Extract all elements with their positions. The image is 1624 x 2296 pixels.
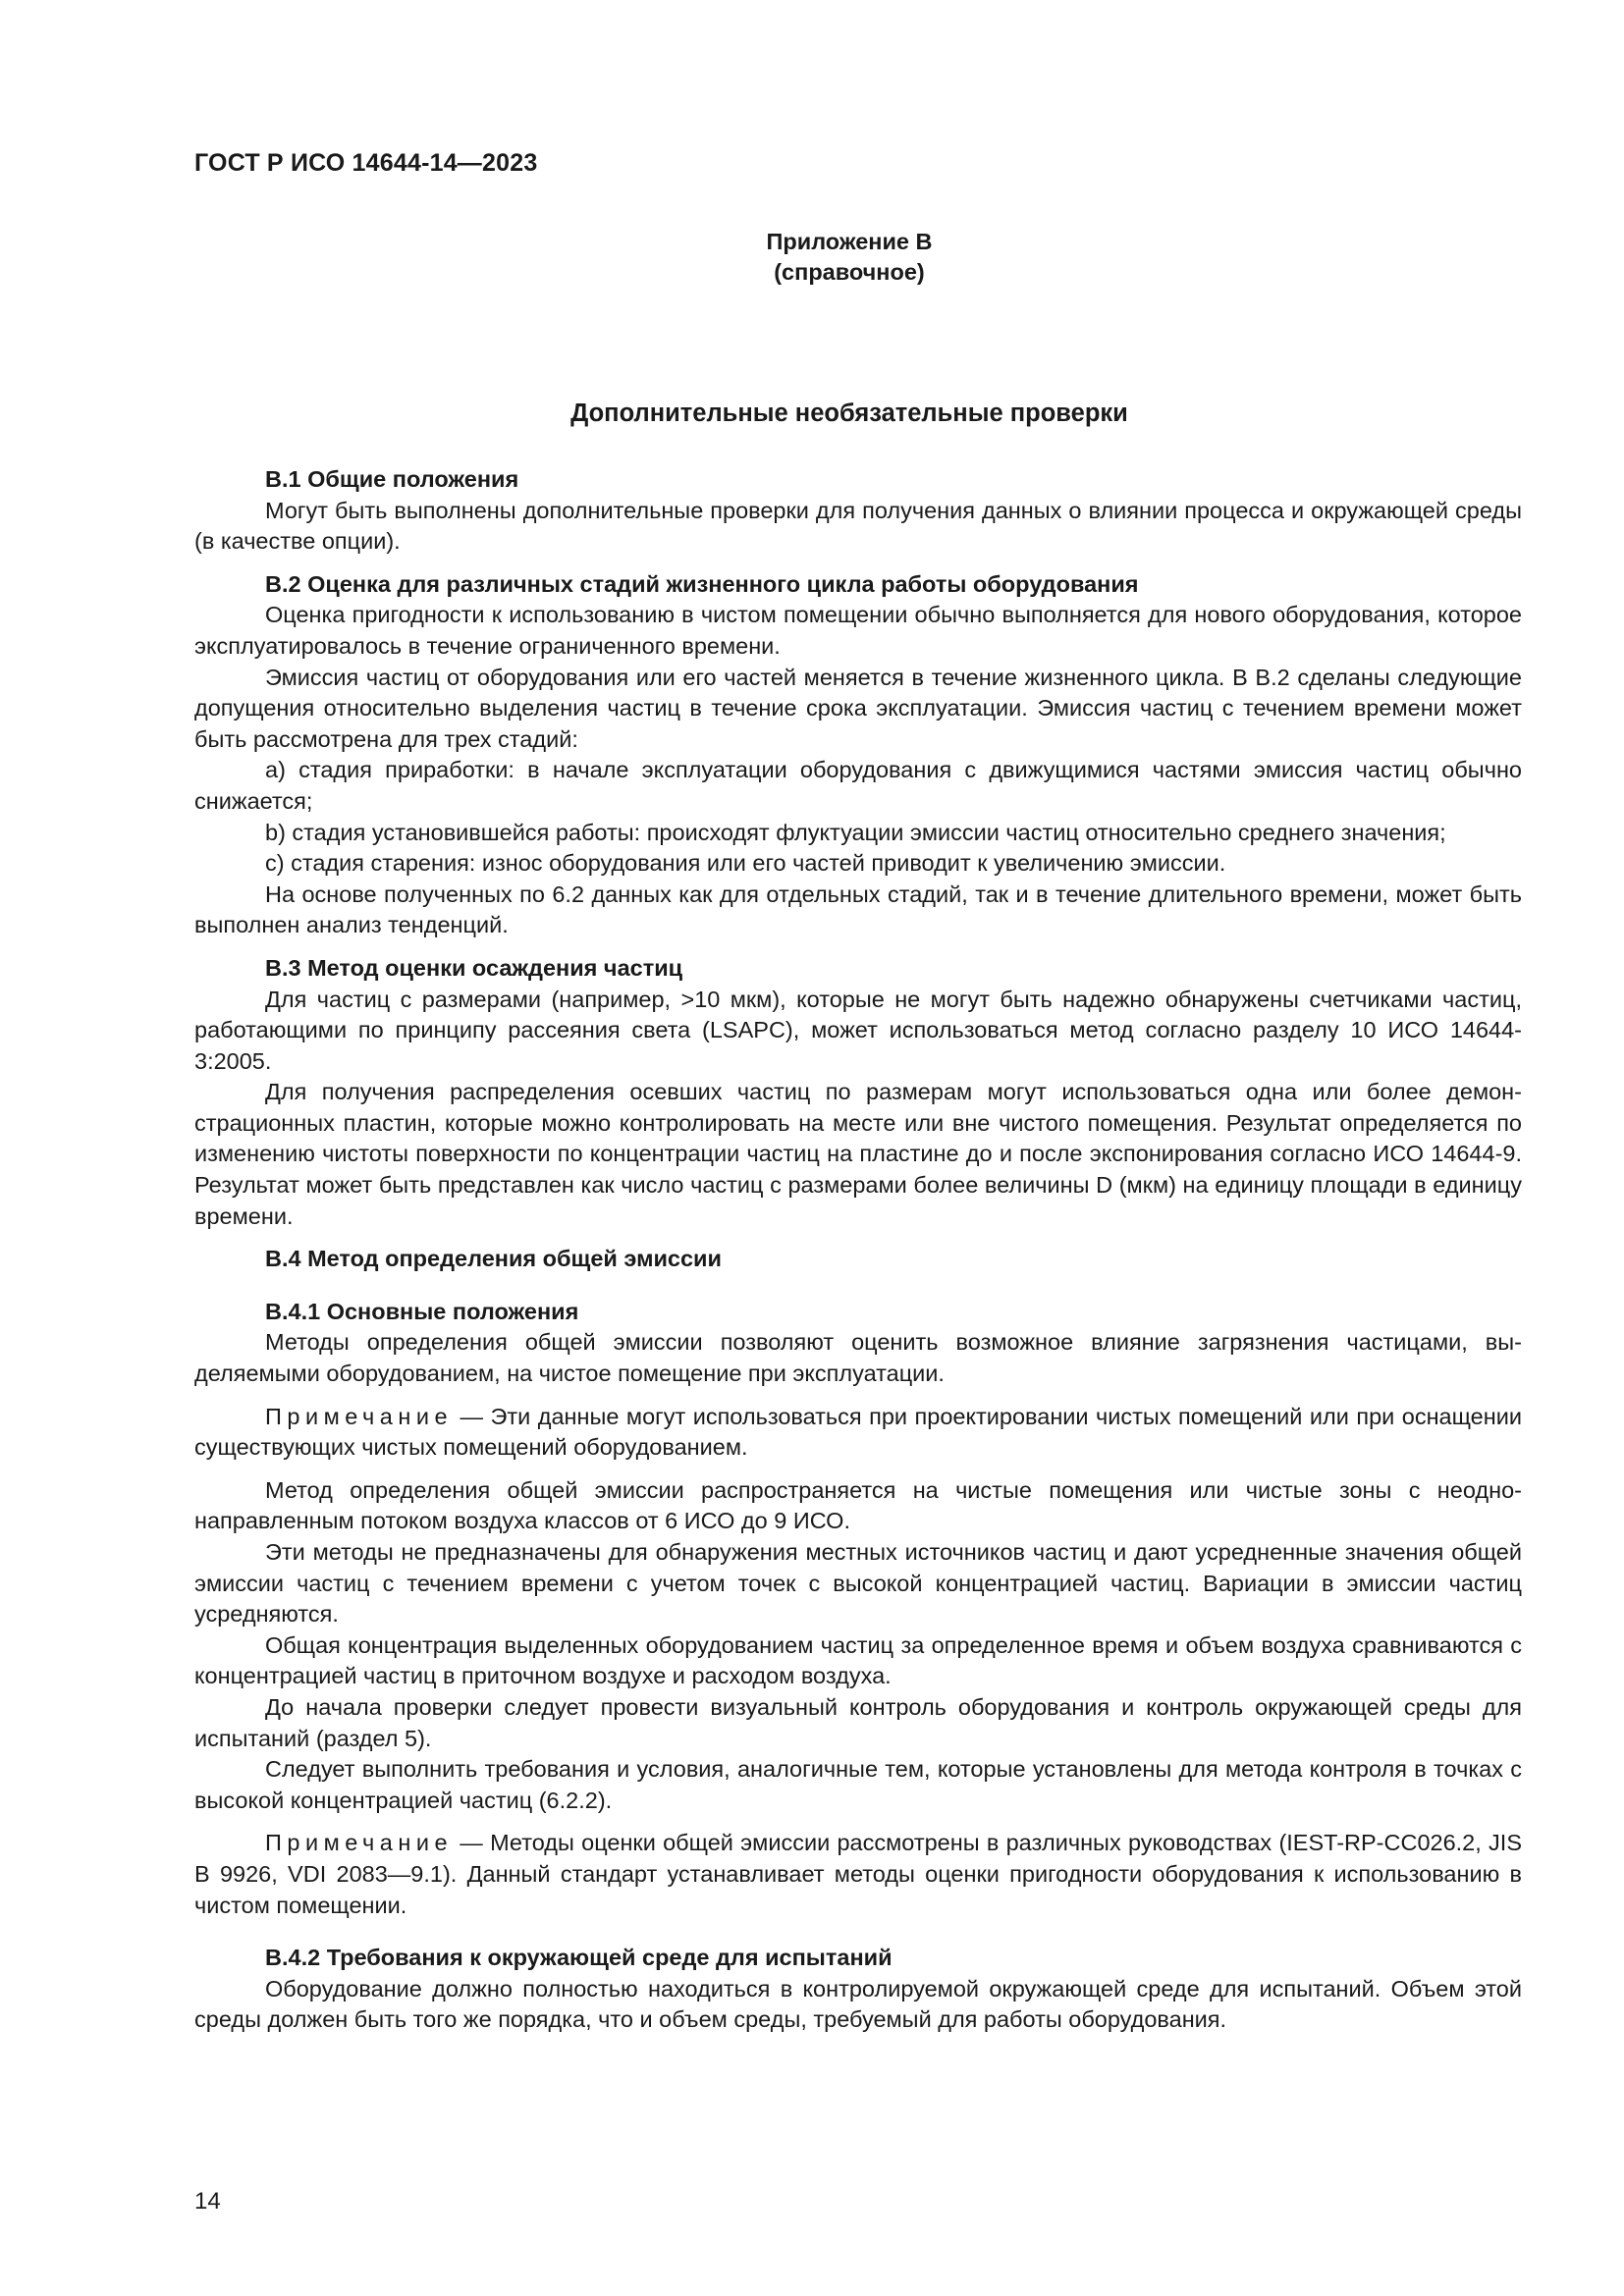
section-b2-paragraph: Эмиссия частиц от оборудования или его частей меняется в течение жизненного цикла. В В.2 сделаны следующие допущения относительно выделения частиц в течение срока эксплуатации. Эмиссия частиц с течением времени может быть рассмотрена для трех стадий: [194, 664, 1522, 752]
subsection-b41-paragraph: Общая концентрация выделенных оборудованием частиц за определенное время и объем воздуха сравниваются с концентрацией частиц в приточном воздухе и расходом воздуха. [194, 1631, 1522, 1689]
subsection-b42-heading: В.4.2 Требования к окружающей среде для испытаний [265, 1945, 893, 1971]
section-b3-paragraph: Для получения распределения осевших частиц по размерам могут использоваться одна или более демонстрационных пластин, которые можно контролировать на месте или вне чистого помещения. Результат определяется по изменению чистоты поверхности по концентрации частиц на пластине до и после экспонирования согласно ИСО 14644-9. Результат может быть представлен как число частиц с размерами более величины D (мкм) на единицу площади в единицу времени. [194, 1079, 1522, 1229]
section-b2-paragraph: Оценка пригодности к использованию в чистом помещении обычно выполняется для нового оборудования, которое эксплуатировалось в течение ограниченного времени. [194, 602, 1522, 659]
list-item-a: a) стадия приработки: в начале эксплуатации оборудования с движущимися частями эмиссия частиц обычно снижается; [194, 757, 1522, 814]
subsection-b42-paragraph: Оборудование должно полностью находиться в контролируемой окружающей среде для испытаний. Объем этой среды должен быть того же порядка, что и объем среды, требуемый для работы оборудования. [194, 1975, 1522, 2033]
note-text: — Эти данные могут использоваться при проектировании чистых помещений или при оснащении существующих чистых помещений оборудованием. [194, 1403, 1522, 1461]
list-item-c: c) стадия старения: износ оборудования или его частей приводит к увеличению эмиссии. [265, 850, 1226, 877]
subsection-b41-paragraph: Эти методы не предназначены для обнаружения местных источников частиц и дают усредненные значения общей эмиссии частиц с течением времени с учетом точек с высокой концентрацией частиц. Вариации в эмиссии частиц усредняются. [194, 1539, 1522, 1628]
note-paragraph [194, 1828, 1522, 1921]
page-number: 14 [194, 2188, 221, 2215]
note-text: — Методы оценки общей эмиссии рассмотрены в различных руководствах (IEST-RP-CC026.2, JIS B 9926, VDI 2083—9.1). Данный стандарт устанавливает методы оценки пригодности оборудования к использованию в чистом помещении. [194, 1830, 1522, 1918]
section-b1-paragraph: Могут быть выполнены дополнительные проверки для получения данных о влиянии процесса и окружающей среды (в качестве опции). [194, 497, 1522, 555]
subsection-b41-heading: В.4.1 Основные положения [265, 1298, 579, 1324]
section-b2-heading: В.2 Оценка для различных стадий жизненного цикла работы оборудования [265, 570, 1139, 597]
document-body [194, 464, 1522, 2036]
section-b3-paragraph: Для частиц с размерами (например, >10 мкм), которые не могут быть надежно обнаружены счетчиками частиц, работающими по принципу рассеяния света (LSAPC), может использоваться метод согласно разделу 10 ИСО 14644-3:2005. [194, 986, 1522, 1074]
appendix-type: (справочное) [774, 259, 925, 285]
section-b2-paragraph: На основе полученных по 6.2 данных как для отдельных стадий, так и в течение длительного времени, может быть выполнен анализ тенденций. [194, 881, 1522, 938]
document-code-header: ГОСТ Р ИСО 14644-14—2023 [194, 149, 538, 177]
section-b3-heading: В.3 Метод оценки осаждения частиц [265, 954, 683, 981]
appendix-title: Дополнительные необязательные проверки [570, 400, 1128, 427]
appendix-label: Приложение В [766, 229, 933, 254]
section-b1-heading: В.1 Общие положения [265, 466, 519, 492]
subsection-b41-paragraph: До начала проверки следует провести визуальный контроль оборудования и контроль окружающей среды для испытаний (раздел 5). [194, 1693, 1522, 1751]
note-label: Примечание [265, 1830, 454, 1856]
note-paragraph [194, 1402, 1522, 1464]
subsection-b41-paragraph: Метод определения общей эмиссии распространяется на чистые помещения или чистые зоны с неоднонаправленным потоком воздуха классов от 6 ИСО до 9 ИСО. [194, 1476, 1522, 1534]
subsection-b41-paragraph: Следует выполнить требования и условия, аналогичные тем, которые установлены для метода контроля в точках с высокой концентрацией частиц (6.2.2). [194, 1756, 1522, 1813]
subsection-b41-paragraph: Методы определения общей эмиссии позволяют оценить возможное влияние загрязнения частицами, выделяемыми оборудованием, на чистое помещение при эксплуатации. [194, 1329, 1522, 1387]
section-b4-heading: В.4 Метод определения общей эмиссии [265, 1246, 722, 1272]
list-item-b: b) стадия установившейся работы: происходят флуктуации эмиссии частиц относительно среднего значения; [265, 819, 1446, 845]
note-label: Примечание [265, 1403, 454, 1429]
